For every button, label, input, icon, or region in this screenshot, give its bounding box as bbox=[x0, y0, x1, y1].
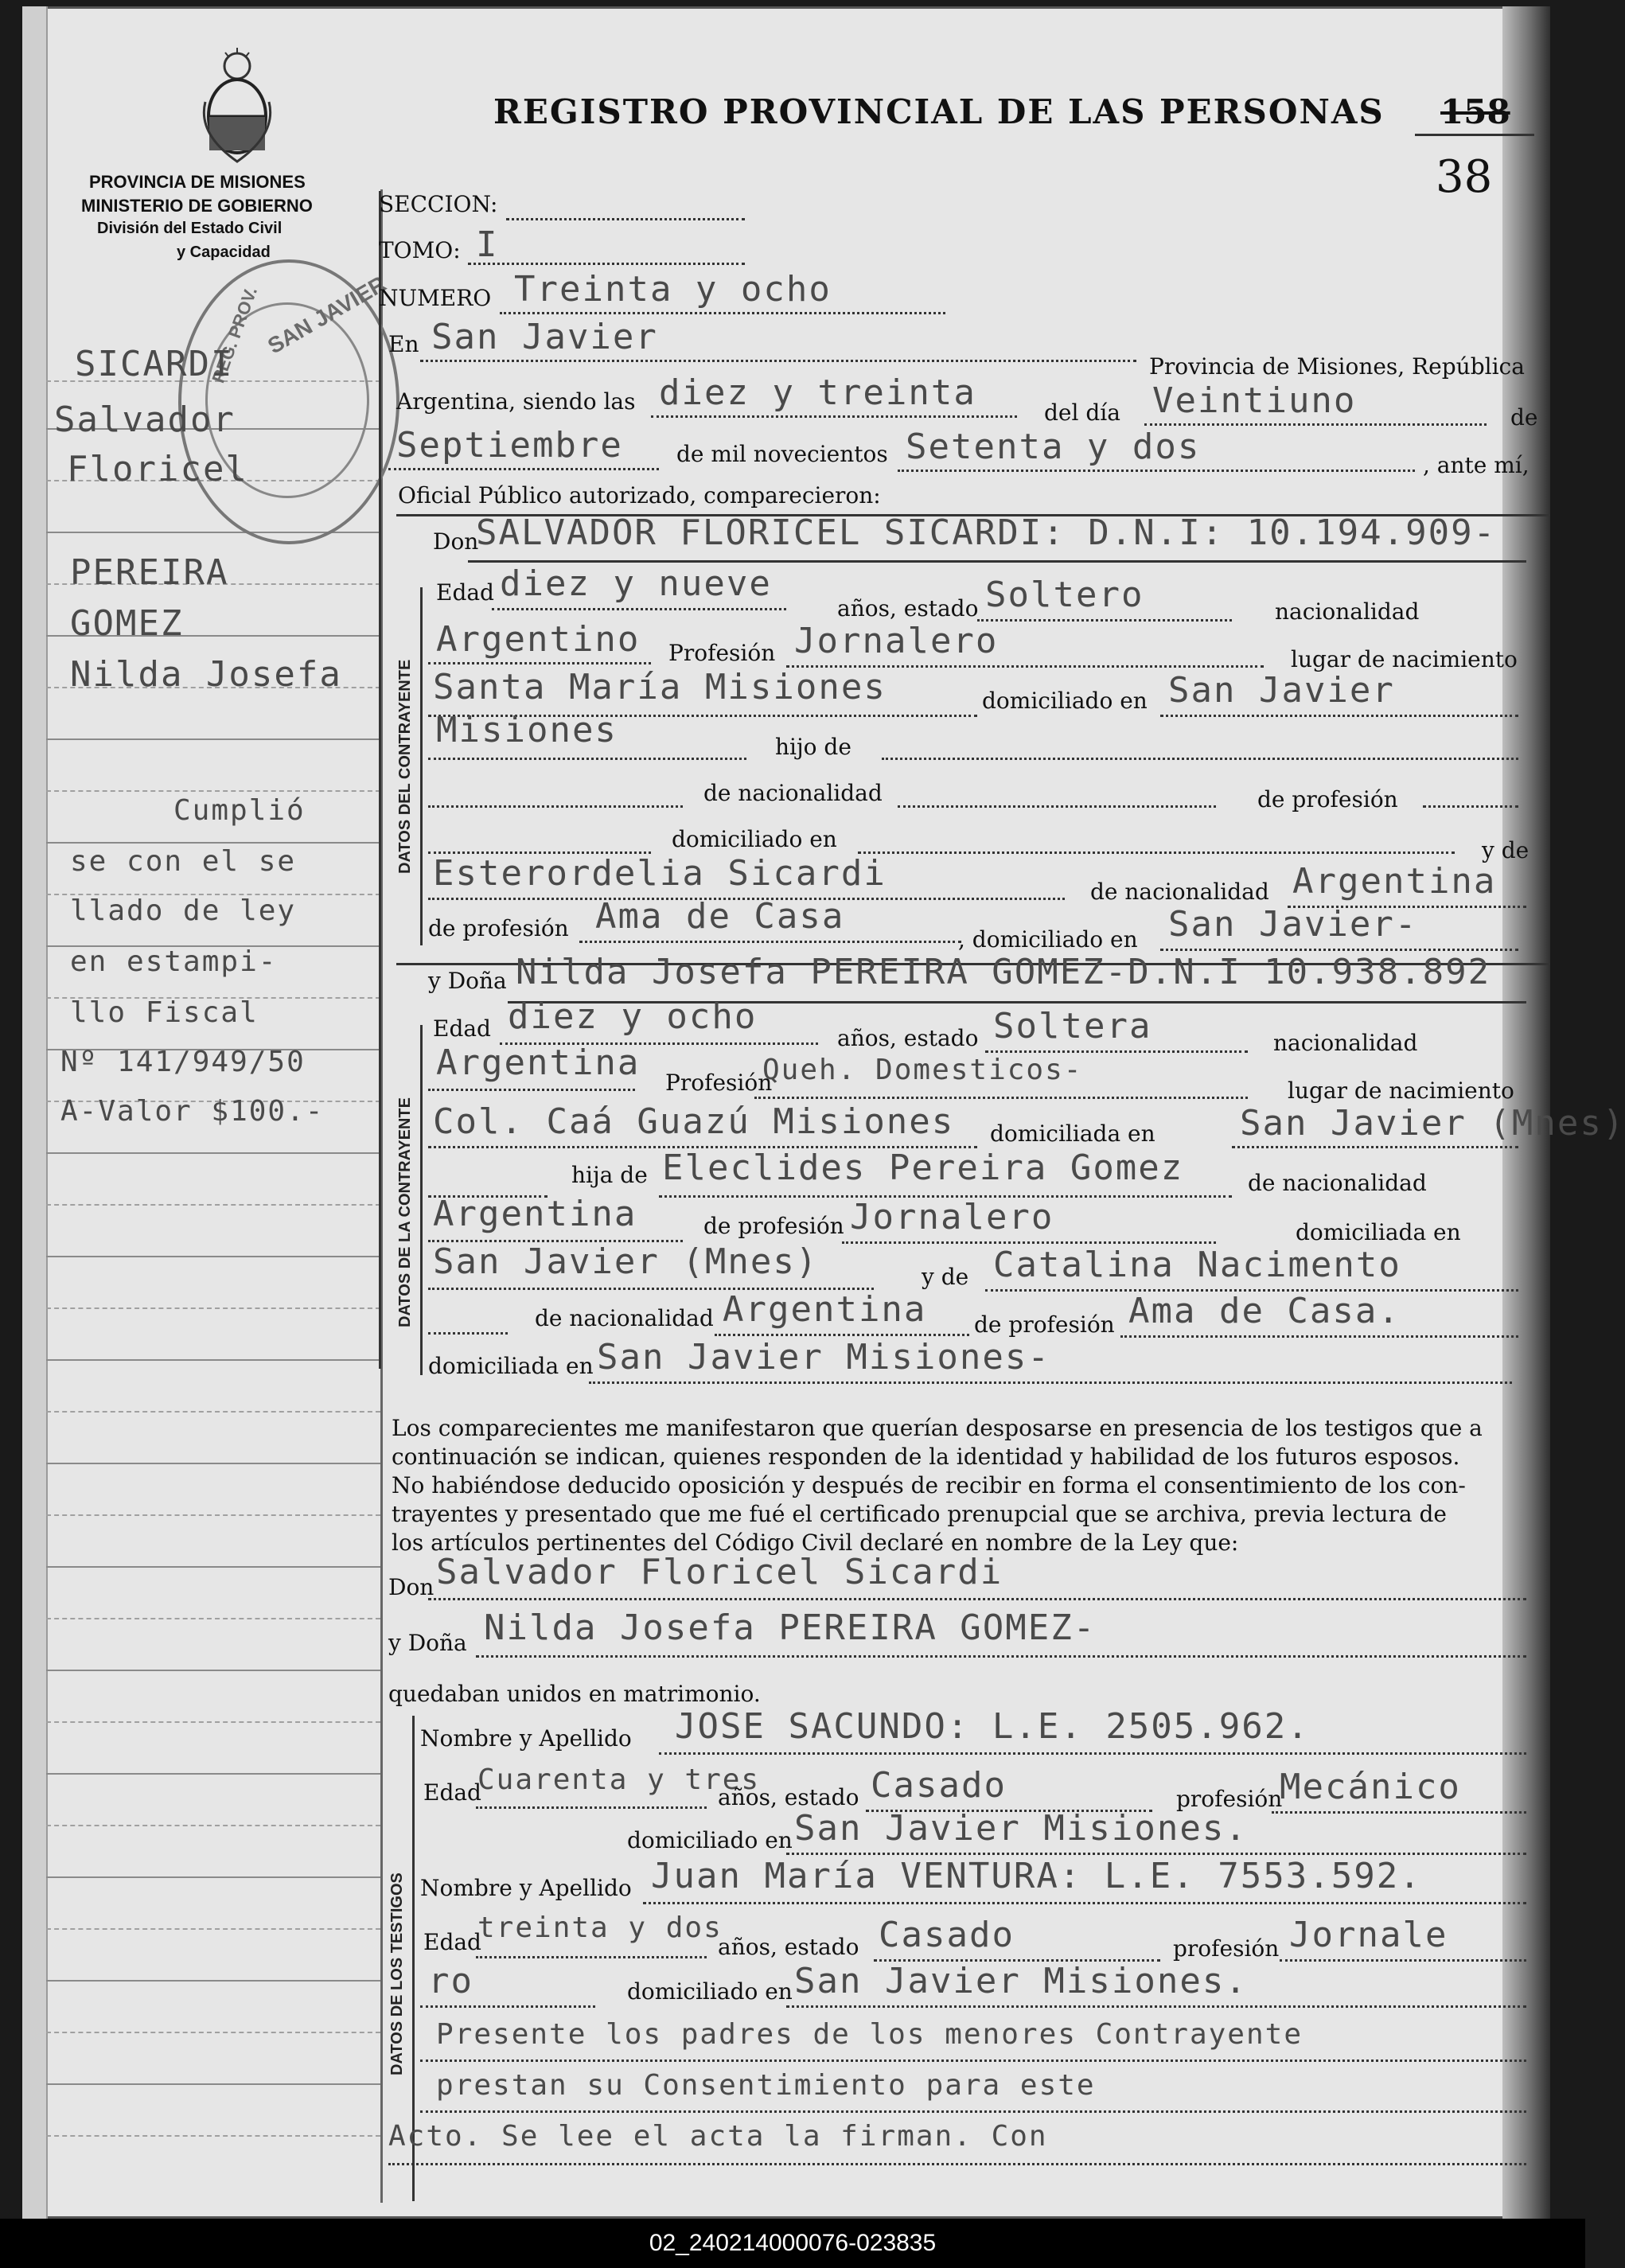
body-line-4: trayentes y presentado que me fué el certificado prenupcial que se archiva, previa lectura de bbox=[392, 1501, 1447, 1527]
madre2-prof-label: de profesión bbox=[974, 1311, 1115, 1338]
madre-nac-label: de nacionalidad bbox=[1090, 879, 1269, 905]
hijo-label: hijo de bbox=[775, 734, 851, 760]
t1-edad-label: Edad bbox=[423, 1779, 481, 1806]
folio-rule bbox=[1415, 134, 1534, 136]
t1-prof-field bbox=[1272, 1811, 1526, 1814]
t2-edad-field bbox=[476, 1956, 707, 1958]
argentina-label: Argentina, siendo las bbox=[396, 388, 636, 415]
hijo-field bbox=[882, 758, 1518, 760]
domicilio-value-2: Misiones bbox=[436, 710, 618, 750]
padre-value: Eleclides Pereira Gomez bbox=[662, 1148, 1184, 1188]
del-dia-label: del día bbox=[1044, 399, 1120, 426]
lugar-value: Santa María Misiones bbox=[433, 667, 887, 707]
madre2-value: Catalina Nacimento bbox=[993, 1245, 1401, 1285]
body-line-3: No habiéndose deducido oposición y después de recibir en forma el consentimiento de los con- bbox=[392, 1472, 1466, 1498]
crossed-folio: 158 bbox=[1440, 92, 1510, 131]
coat-of-arms-icon bbox=[193, 46, 281, 166]
union-don-value: Salvador Floricel Sicardi bbox=[436, 1552, 1003, 1592]
madre2-prof-field bbox=[1120, 1335, 1518, 1338]
t2-edad: treinta y dos bbox=[477, 1911, 723, 1944]
madre-dom-value: San Javier- bbox=[1168, 904, 1418, 945]
nacionalidad-label: nacionalidad bbox=[1275, 598, 1420, 625]
t1-name: JOSE SACUNDO: L.E. 2505.962. bbox=[675, 1706, 1310, 1747]
margin-name-1: SICARDI bbox=[75, 344, 234, 384]
numero-field bbox=[500, 312, 945, 314]
profesion-label: Profesión bbox=[668, 640, 776, 666]
folio-number: 38 bbox=[1436, 151, 1493, 203]
dia-value: Veintiuno bbox=[1152, 380, 1357, 421]
mes-value: Septiembre bbox=[396, 425, 623, 466]
binding-strip bbox=[22, 6, 48, 2219]
t1-dom-label: domiciliado en bbox=[627, 1827, 793, 1853]
stamp-note-7: A-Valor $100.- bbox=[60, 1095, 325, 1128]
t2-label: Nombre y Apellido bbox=[420, 1875, 632, 1901]
seal-text: SAN JAVIER bbox=[263, 271, 391, 359]
union-dona-value: Nilda Josefa PEREIRA GOMEZ- bbox=[484, 1607, 1097, 1648]
padre-dom-label: domiciliada en bbox=[1296, 1219, 1461, 1245]
mil-label: de mil novecientos bbox=[676, 441, 888, 467]
t1-dom: San Javier Misiones. bbox=[794, 1808, 1248, 1849]
issuer-line-2: MINISTERIO DE GOBIERNO bbox=[81, 196, 313, 216]
t1-edad: Cuarenta y tres bbox=[477, 1763, 761, 1796]
union-dona-label: y Doña bbox=[388, 1630, 467, 1656]
union-quedaban: quedaban unidos en matrimonio. bbox=[388, 1681, 761, 1707]
blank-field-4 bbox=[428, 1332, 508, 1335]
t1-name-field bbox=[659, 1752, 1526, 1755]
t1-label: Nombre y Apellido bbox=[420, 1725, 632, 1752]
domicilio2-value: San Javier (Mnes) bbox=[1240, 1103, 1625, 1144]
anio-value: Setenta y dos bbox=[906, 427, 1201, 467]
madre2-nac-value: Argentina bbox=[723, 1289, 927, 1330]
madre-dom-label: , domiciliado en bbox=[958, 926, 1138, 953]
en-value: San Javier bbox=[431, 317, 658, 357]
seccion-label: SECCION: bbox=[379, 191, 498, 217]
dona-label: y Doña bbox=[428, 968, 507, 994]
numero-label: NUMERO bbox=[379, 285, 492, 311]
lugar2-value: Col. Caá Guazú Misiones bbox=[433, 1101, 955, 1142]
t2-dom-field bbox=[786, 2005, 1526, 2008]
union-dona-field bbox=[476, 1655, 1526, 1658]
edad-label: Edad bbox=[436, 579, 494, 606]
profesion-value: Jornalero bbox=[794, 621, 999, 661]
edad2-label: Edad bbox=[433, 1015, 491, 1042]
anios2-label: años, estado bbox=[837, 1025, 979, 1051]
contrayente2-bracket bbox=[420, 1025, 423, 1375]
de-label: de bbox=[1510, 404, 1538, 431]
profesion2-label: Profesión bbox=[665, 1070, 773, 1096]
t1-edad-field bbox=[476, 1806, 707, 1809]
padre-prof-value: Jornalero bbox=[850, 1197, 1054, 1237]
union-don-label: Don bbox=[388, 1574, 435, 1600]
estado-value: Soltero bbox=[985, 575, 1144, 615]
dia-field bbox=[1144, 423, 1487, 426]
t2-anios-label: años, estado bbox=[718, 1934, 859, 1960]
margin-name-5: GOMEZ bbox=[70, 603, 184, 644]
de-nac-label: de nacionalidad bbox=[703, 780, 883, 806]
madre2-dom-label: domiciliada en bbox=[428, 1353, 594, 1379]
stamp-note-1: Cumplió bbox=[173, 794, 306, 827]
nacionalidad-field bbox=[428, 662, 651, 664]
madre2-dom-value: San Javier Misiones- bbox=[597, 1337, 1050, 1378]
stamp-note-4: en estampi- bbox=[70, 945, 278, 978]
t2-name: Juan María VENTURA: L.E. 7553.592. bbox=[651, 1856, 1422, 1896]
lugar-label: lugar de nacimiento bbox=[1291, 646, 1518, 672]
estado-field bbox=[977, 619, 1232, 622]
note-line-3: Acto. Se lee el acta la firman. Con bbox=[388, 2120, 1048, 2153]
estado2-value: Soltera bbox=[993, 1006, 1152, 1046]
margin-name-6: Nilda Josefa bbox=[70, 654, 342, 695]
contrayente2-name: Nilda Josefa PEREIRA GOMEZ-D.N.I 10.938.892 bbox=[516, 952, 1491, 992]
body-line-1: Los comparecientes me manifestaron que querían desposarse en presencia de los testigos que a bbox=[392, 1415, 1483, 1441]
padre-nac-value: Argentina bbox=[433, 1194, 637, 1234]
don-label: Don bbox=[433, 528, 479, 555]
t2-prof-cont: ro bbox=[428, 1961, 473, 2001]
nacionalidad2-value: Argentina bbox=[436, 1042, 641, 1083]
union-don-field bbox=[428, 1598, 1526, 1600]
madre-nac-value: Argentina bbox=[1292, 861, 1497, 902]
padre-nac-label: de nacionalidad bbox=[1248, 1170, 1427, 1196]
blank-field-1 bbox=[428, 805, 683, 808]
t2-prof-field bbox=[1280, 1959, 1526, 1962]
profesion2-value: Queh. Domesticos- bbox=[762, 1054, 1083, 1086]
t1-dom-field bbox=[786, 1853, 1526, 1855]
issuer-line-3: División del Estado Civil bbox=[97, 220, 283, 237]
t2-prof-cont-field bbox=[420, 2005, 595, 2008]
padre-prof-label: de profesión bbox=[703, 1213, 844, 1239]
de-prof-field bbox=[1423, 805, 1518, 808]
t2-prof: Jornale bbox=[1289, 1915, 1448, 1955]
de-nac-field bbox=[898, 805, 1216, 808]
contrayente-name: SALVADOR FLORICEL SICARDI: D.N.I: 10.194.909- bbox=[476, 512, 1497, 553]
tomo-label: TOMO: bbox=[379, 237, 461, 263]
en-label: En bbox=[388, 331, 419, 357]
mes-field bbox=[388, 468, 659, 470]
page-title: REGISTRO PROVINCIAL DE LAS PERSONAS bbox=[493, 92, 1385, 131]
dom-en-label: domiciliado en bbox=[672, 826, 837, 852]
stamp-note-3: llado de ley bbox=[70, 894, 297, 927]
hora-value: diez y treinta bbox=[659, 372, 976, 413]
document-page bbox=[22, 6, 1625, 2219]
edad-value: diez y nueve bbox=[500, 563, 772, 604]
y-de2-label: y de bbox=[922, 1264, 969, 1290]
issuer-line-4: y Capacidad bbox=[177, 244, 271, 261]
nacionalidad-value: Argentino bbox=[436, 619, 641, 660]
hora-field bbox=[651, 415, 1017, 418]
margin-name-3: Floricel bbox=[67, 449, 248, 489]
estado2-field bbox=[985, 1050, 1248, 1053]
form-frame-left bbox=[379, 191, 381, 1369]
madre-prof-value: Ama de Casa bbox=[595, 896, 845, 937]
oficial-text: Oficial Público autorizado, comparecieron: bbox=[398, 482, 881, 509]
edad-field bbox=[492, 608, 786, 610]
t2-estado: Casado bbox=[879, 1915, 1015, 1955]
domicilio-value: San Javier bbox=[1168, 670, 1395, 711]
t1-prof: Mecánico bbox=[1280, 1767, 1461, 1807]
contrayente2-side-label: DATOS DE LA CONTRAYENTE bbox=[396, 1097, 414, 1327]
note-line-1: Presente los padres de los menores Contrayente bbox=[436, 2018, 1303, 2051]
margin-name-4: PEREIRA bbox=[70, 552, 229, 593]
testigos-side-label: DATOS DE LOS TESTIGOS bbox=[388, 1872, 406, 2075]
stamp-note-2: se con el se bbox=[70, 845, 297, 878]
madre2-prof-value: Ama de Casa. bbox=[1128, 1291, 1401, 1331]
t1-anios-label: años, estado bbox=[718, 1784, 859, 1810]
padre-prof-field bbox=[842, 1241, 1216, 1244]
t1-estado: Casado bbox=[871, 1765, 1007, 1806]
image-caption: 02_240214000076-023835 bbox=[0, 2219, 1585, 2268]
t2-dom-label: domiciliado en bbox=[627, 1978, 793, 2005]
madre-dom-field bbox=[1160, 949, 1518, 951]
domicilio-field bbox=[1160, 715, 1518, 717]
madre-prof-label: de profesión bbox=[428, 915, 569, 941]
tomo-value: I bbox=[476, 224, 499, 265]
edad2-value: diez y ocho bbox=[508, 996, 758, 1037]
t1-prof-label: profesión bbox=[1176, 1786, 1283, 1812]
lugar2-label: lugar de nacimiento bbox=[1288, 1077, 1514, 1104]
en-field bbox=[420, 360, 1136, 362]
hija-label: hija de bbox=[571, 1162, 648, 1188]
madre2-nac-field bbox=[715, 1334, 969, 1336]
contrayente-bracket bbox=[420, 587, 423, 945]
note-line-2: prestan su Consentimiento para este bbox=[436, 2069, 1096, 2102]
domicilio2-field bbox=[1232, 1146, 1518, 1148]
t2-prof-label: profesión bbox=[1173, 1935, 1280, 1962]
note-field-2 bbox=[420, 2110, 1526, 2113]
contrayente-side-label: DATOS DEL CONTRAYENTE bbox=[396, 659, 414, 874]
madre2-nac-label: de nacionalidad bbox=[535, 1305, 714, 1331]
t2-name-field bbox=[643, 1902, 1526, 1904]
seccion-field bbox=[506, 218, 745, 220]
t2-dom: San Javier Misiones. bbox=[794, 1961, 1248, 2001]
seal-text-2: REG. PROV. bbox=[208, 284, 262, 386]
stamp-note-6: Nº 141/949/50 bbox=[60, 1046, 306, 1078]
anios-label: años, estado bbox=[837, 595, 979, 622]
numero-value: Treinta y ocho bbox=[514, 269, 832, 310]
t2-edad-label: Edad bbox=[423, 1929, 481, 1955]
domiciliada-label: domiciliada en bbox=[990, 1120, 1155, 1147]
dom-en-field bbox=[858, 851, 1455, 854]
note-field-1 bbox=[420, 2060, 1526, 2062]
madre2-dom-field bbox=[589, 1381, 1512, 1384]
domicilio-field-2 bbox=[428, 758, 746, 760]
padre-dom-value: San Javier (Mnes) bbox=[433, 1241, 819, 1282]
ante-mi: , ante mí, bbox=[1423, 452, 1530, 478]
de-prof-label: de profesión bbox=[1257, 786, 1398, 813]
madre-prof-field bbox=[579, 941, 961, 943]
provincia-text: Provincia de Misiones, República bbox=[1149, 353, 1525, 380]
tomo-field bbox=[468, 263, 745, 265]
nacionalidad2-label: nacionalidad bbox=[1273, 1030, 1418, 1056]
madre-value: Esterordelia Sicardi bbox=[433, 853, 887, 894]
issuer-line-1: PROVINCIA DE MISIONES bbox=[89, 172, 306, 192]
body-line-2: continuación se indican, quienes responden de la identidad y habilidad de los futuros esposos. bbox=[392, 1444, 1460, 1470]
body-line-5: los artículos pertinentes del Código Civil declaré en nombre de la Ley que: bbox=[392, 1530, 1239, 1556]
stamp-note-5: llo Fiscal bbox=[70, 996, 259, 1029]
profesion2-field bbox=[754, 1097, 1248, 1099]
note-field-3 bbox=[388, 2163, 1526, 2165]
anio-field bbox=[898, 470, 1415, 472]
margin-name-2: Salvador bbox=[54, 399, 236, 440]
domiciliado-label: domiciliado en bbox=[982, 688, 1148, 714]
nacionalidad2-field bbox=[428, 1089, 635, 1091]
don-field bbox=[468, 560, 1526, 563]
y-de-label: y de bbox=[1482, 837, 1530, 863]
